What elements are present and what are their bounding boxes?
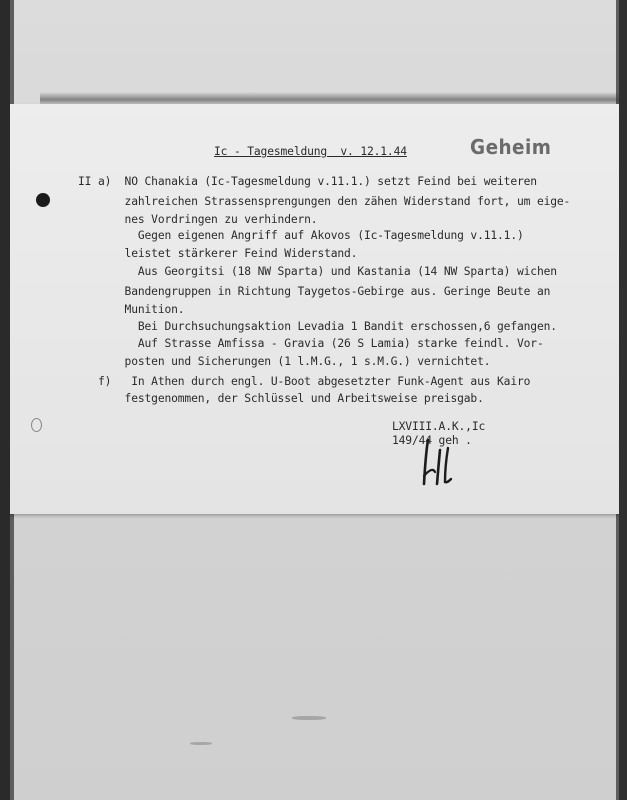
- paper-smudge: [190, 742, 212, 745]
- reference-line: LXVIII.A.K.,Ic: [392, 420, 486, 433]
- report-line: Aus Georgitsi (18 NW Sparta) und Kastania (14 NW Sparta) wichen: [78, 265, 557, 278]
- report-line: Gegen eigenen Angriff auf Akovos (Ic-Tagesmeldung v.11.1.): [78, 229, 524, 242]
- scan-right-edge: [619, 0, 627, 800]
- reference-line: 149/44 geh .: [392, 434, 472, 447]
- paper-smudge: [292, 716, 326, 720]
- scan-left-edge: [0, 0, 10, 800]
- report-line: II a) NO Chanakia (Ic-Tagesmeldung v.11.1.) setzt Feind bei weiteren: [78, 175, 537, 188]
- report-line: zahlreichen Strassensprengungen den zähen Widerstand fort, um eige-: [78, 195, 571, 208]
- punch-hole: [36, 193, 50, 207]
- report-line: nes Vordringen zu verhindern.: [78, 213, 318, 226]
- punch-hole-mark: [31, 418, 42, 432]
- report-line: Auf Strasse Amfissa - Gravia (26 S Lamia) starke feindl. Vor-: [78, 337, 544, 350]
- report-line: Munition.: [78, 303, 185, 316]
- secret-stamp: Geheim: [470, 135, 552, 159]
- report-line: Bandengruppen in Richtung Taygetos-Gebirge aus. Geringe Beute an: [78, 285, 551, 298]
- report-line: posten und Sicherungen (1 l.M.G., 1 s.M.G.) vernichtet.: [78, 355, 491, 368]
- report-line: Bei Durchsuchungsaktion Levadia 1 Bandit erschossen,6 gefangen.: [78, 320, 557, 333]
- handwritten-signature: [418, 436, 458, 488]
- report-line: festgenommen, der Schlüssel und Arbeitsweise preisgab.: [78, 392, 484, 405]
- report-title: Ic - Tagesmeldung v. 12.1.44: [214, 145, 407, 158]
- report-line: leistet stärkerer Feind Widerstand.: [78, 247, 358, 260]
- report-line: f) In Athen durch engl. U-Boot abgesetzter Funk-Agent aus Kairo: [78, 375, 531, 388]
